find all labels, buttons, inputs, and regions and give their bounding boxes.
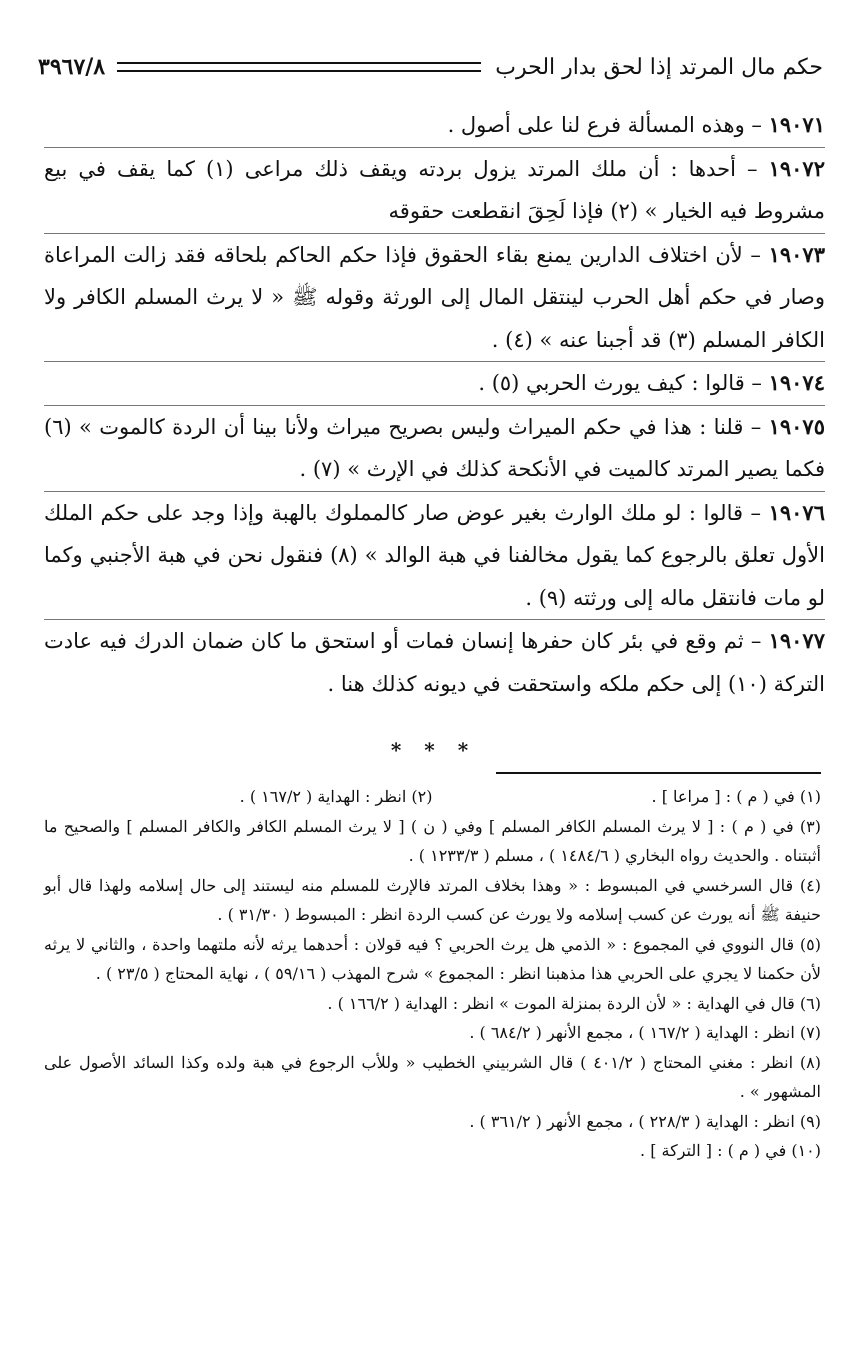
paragraph-number: ١٩٠٧٧ — [768, 628, 825, 653]
paragraph-text: – قالوا : لو ملك الوارث بغير عوض صار كالمملوك بالهبة وإذا وجد على حكم الملك الأول تعلق بالرجوع كما يقول مخالفنا في هبة الوالد » (٨) فنقول نحن في هبة الأجنبي وكما لو مات فانتقل ماله إلى ورثته (٩) . — [44, 500, 825, 610]
paragraph-text: – قالوا : كيف يورث الحربي (٥) . — [478, 371, 769, 395]
paragraph-text: – قلنا : هذا في حكم الميراث وليس بصريح ميراث ولأنا بينا أن الردة كالموت » (٦) فكما يصير المرتد كالميت في الأنكحة كذلك في الإرث » (٧) . — [44, 414, 825, 481]
footnotes — [44, 782, 821, 1166]
paragraph-number: ١٩٠٧٤ — [768, 370, 825, 395]
paragraph-number: ١٩٠٧٥ — [768, 413, 825, 439]
footnote-row — [44, 782, 821, 812]
footnote-10: (١٠) في ( م ) : [ التركة ] . — [640, 1141, 821, 1160]
footnote-rule — [496, 772, 821, 774]
paragraph-19076 — [44, 492, 825, 621]
footnote-2: (٢) انظر : الهداية ( ١٦٧/٢ ) . — [239, 787, 433, 806]
paragraph-number: ١٩٠٧٣ — [768, 241, 825, 267]
footnote-6: (٦) قال في الهداية : « لأن الردة بمنزلة الموت » انظر : الهداية ( ١٦٦/٢ ) . — [327, 993, 821, 1013]
footnote-1: (١) في ( م ) : [ مراعا ] . — [651, 787, 821, 806]
footnote-5: (٥) قال النووي في المجموع : « الذمي هل يرث الحربي ؟ فيه قولان : أحدهما يرثه لأنه ملتهما واحدة ، والثاني لا يرثه لأن حكمنا لا يجري على الحربي هذا مذهبنا انظر : المجموع » شرح المهذب ( ٥٩/١٦ ) ، نهاية المحتاج ( ٢٣/٥ ) . — [44, 934, 821, 983]
running-title: حكم مال المرتد إذا لحق بدار الحرب — [495, 54, 823, 80]
paragraph-19077 — [44, 620, 825, 705]
main-text — [44, 104, 825, 705]
paragraph-text: – أحدها : أن ملك المرتد يزول بردته ويقف ذلك مراعى (١) كما يقف في بيع مشروط فيه الخيار » (٢) فإذا لَحِقَ انقطعت حقوقه — [44, 156, 825, 223]
footnote-7: (٧) انظر : الهداية ( ١٦٧/٢ ) ، مجمع الأنهر ( ٦٨٤/٢ ) . — [469, 1023, 821, 1042]
paragraph-number: ١٩٠٧١ — [768, 112, 825, 137]
paragraph-text: – وهذه المسألة فرع لنا على أصول . — [447, 113, 769, 137]
paragraph-19074 — [44, 362, 825, 406]
paragraph-19072 — [44, 148, 825, 234]
header-double-rule — [117, 62, 481, 72]
paragraph-19071 — [44, 104, 825, 148]
paragraph-number: ١٩٠٧٢ — [768, 155, 825, 181]
footnote-4: (٤) قال السرخسي في المبسوط : « وهذا بخلاف المرتد فالإرث للمسلم منه ليستند إلى حال إسلامه ولهذا قال أبو حنيفة ﷺ أنه يورث عن كسب إسلامه ولا يورث عن كسب الردة انظر : المبسوط ( ٣١/٣٠ ) . — [44, 875, 821, 924]
footnote-9: (٩) انظر : الهداية ( ٢٢٨/٣ ) ، مجمع الأنهر ( ٣٦١/٢ ) . — [469, 1111, 821, 1131]
footnote-8: (٨) انظر : مغني المحتاج ( ٤٠١/٢ ) قال الشربيني الخطيب « وللأب الرجوع في هبة ولده وكذا السائد الأصول على المشهور » . — [44, 1052, 821, 1101]
paragraph-number: ١٩٠٧٦ — [768, 499, 825, 525]
paragraph-text: – لأن اختلاف الدارين يمنع بقاء الحقوق فإذا حكم الحاكم بلحاقه فقد زالت المراعاة وصار في حكم أهل الحرب لينتقل المال إلى الورثة وقوله ﷺ « لا يرث المسلم الكافر ولا الكافر المسلم (٣) قد أجبنا عنه » (٤) . — [44, 242, 825, 352]
paragraph-19073 — [44, 234, 825, 363]
page-header — [38, 48, 823, 86]
footnote-3: (٣) في ( م ) : [ لا يرث المسلم الكافر المسلم ] وفي ( ن ) [ لا يرث المسلم الكافر والكافر المسلم ] والصحيح ما أثبتناه . والحديث رواه البخاري ( ١٤٨٤/٦ ) ، مسلم ( ١٢٣٣/٣ ) . — [44, 816, 821, 865]
paragraph-text: – ثم وقع في بئر كان حفرها إنسان فمات أو استحق ما كان ضمان الدرك فيه عادت التركة (١٠) إلى حكم ملكه واستحقت في ديونه كذلك هنا . — [44, 629, 825, 696]
page-number: ٣٩٦٧/٨ — [38, 54, 106, 80]
paragraph-19075 — [44, 406, 825, 492]
section-separator: * * * — [390, 738, 477, 762]
